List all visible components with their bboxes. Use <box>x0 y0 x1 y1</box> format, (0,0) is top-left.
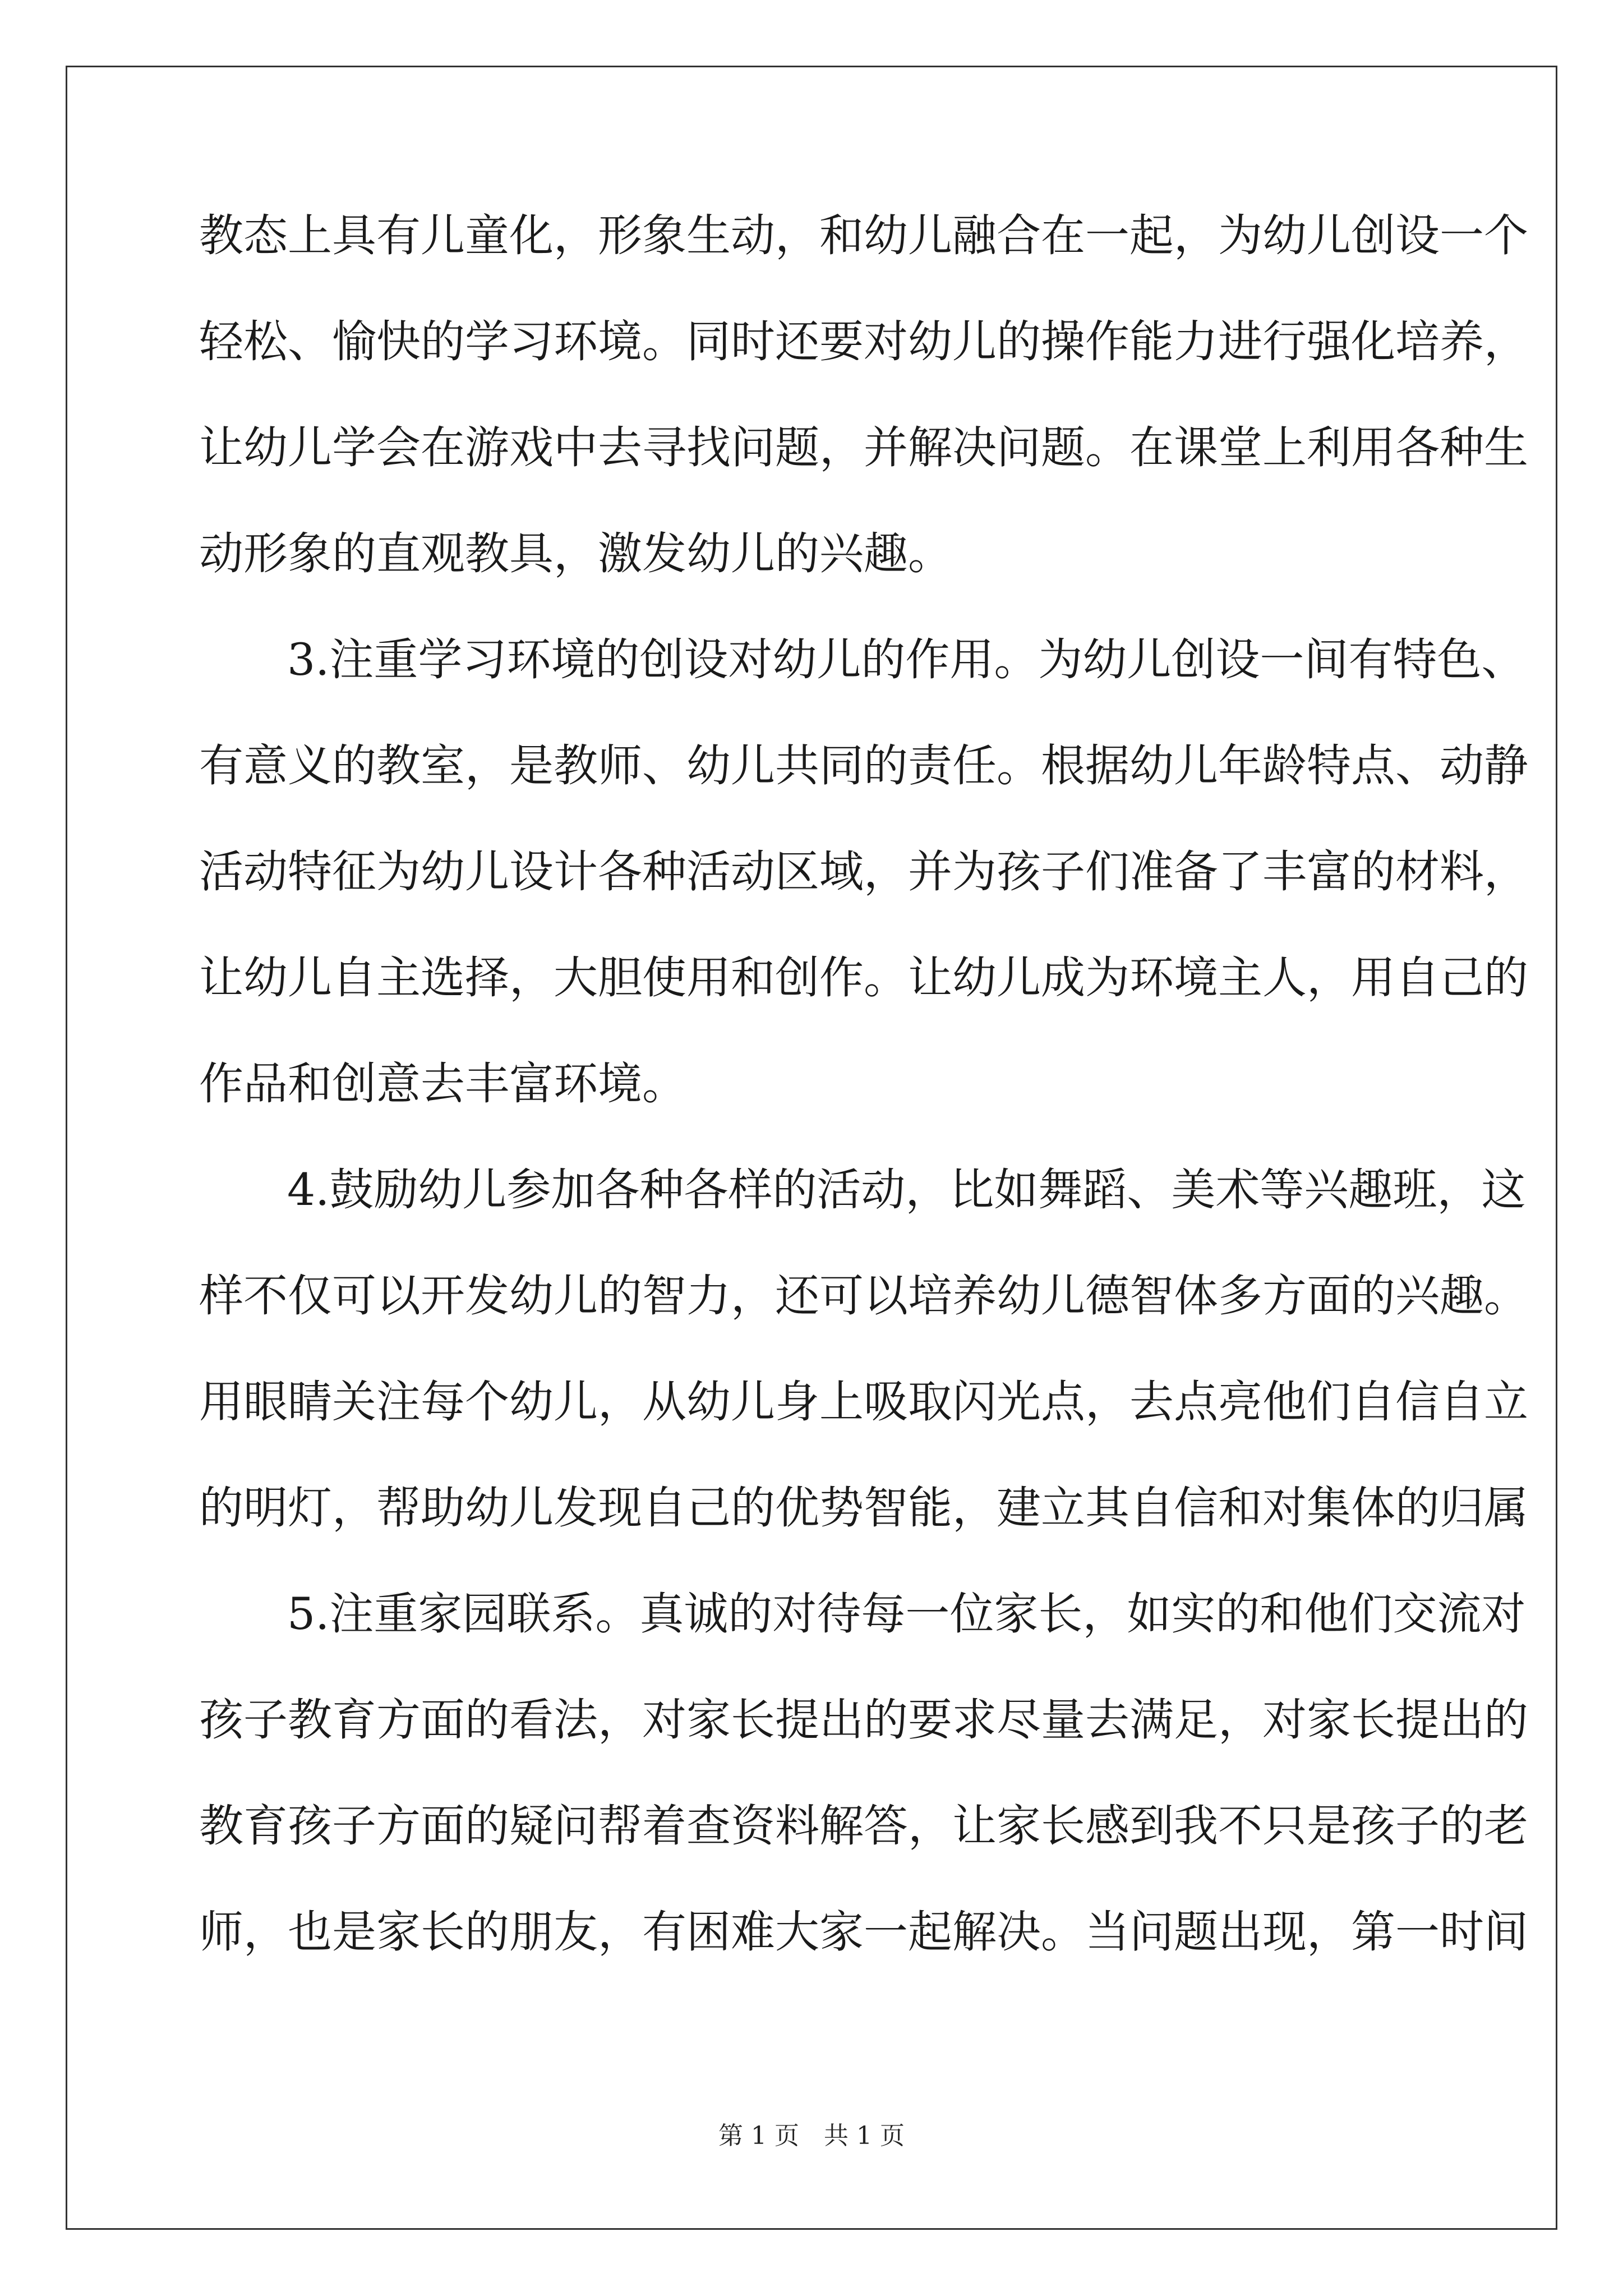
text-line: 让幼儿学会在游戏中去寻找问题，并解决问题。在课堂上利用各种生 <box>199 422 1528 473</box>
text-line: 教态上具有儿童化，形象生动，和幼儿融合在一起，为幼儿创设一个 <box>199 210 1528 261</box>
text-line: 教育孩子方面的疑问帮着查资料解答，让家长感到我不只是孩子的老 <box>199 1800 1528 1852</box>
text-line: 轻松、愉快的学习环境。同时还要对幼儿的操作能力进行强化培养， <box>199 316 1528 367</box>
paragraph-start-3: 3.注重学习环境的创设对幼儿的作用。为幼儿创设一间有特色、 <box>287 634 1526 685</box>
text-line: 有意义的教室，是教师、幼儿共同的责任。根据幼儿年龄特点、动静 <box>199 740 1528 792</box>
text-line: 作品和创意去丰富环境。 <box>199 1058 686 1110</box>
text-line: 孩子教育方面的看法，对家长提出的要求尽量去满足，对家长提出的 <box>199 1694 1528 1746</box>
text-line: 的明灯，帮助幼儿发现自己的优势智能，建立其自信和对集体的归属 <box>199 1482 1528 1534</box>
text-line: 用眼睛关注每个幼儿，从幼儿身上吸取闪光点，去点亮他们自信自立 <box>199 1376 1528 1428</box>
page-footer: 第 1 页 共 1 页 <box>718 2122 905 2150</box>
text-line: 动形象的直观教具，激发幼儿的兴趣。 <box>199 528 952 579</box>
text-line: 让幼儿自主选择，大胆使用和创作。让幼儿成为环境主人，用自己的 <box>199 952 1528 1004</box>
text-line: 样不仅可以开发幼儿的智力，还可以培养幼儿德智体多方面的兴趣。 <box>199 1270 1528 1322</box>
text-line: 活动特征为幼儿设计各种活动区域，并为孩子们准备了丰富的材料， <box>199 846 1528 898</box>
text-line: 师，也是家长的朋友，有困难大家一起解决。当问题出现，第一时间 <box>199 1906 1528 1958</box>
paragraph-start-4: 4.鼓励幼儿参加各种各样的活动，比如舞蹈、美术等兴趣班，这 <box>287 1164 1526 1216</box>
paragraph-start-5: 5.注重家园联系。真诚的对待每一位家长，如实的和他们交流对 <box>287 1588 1526 1640</box>
